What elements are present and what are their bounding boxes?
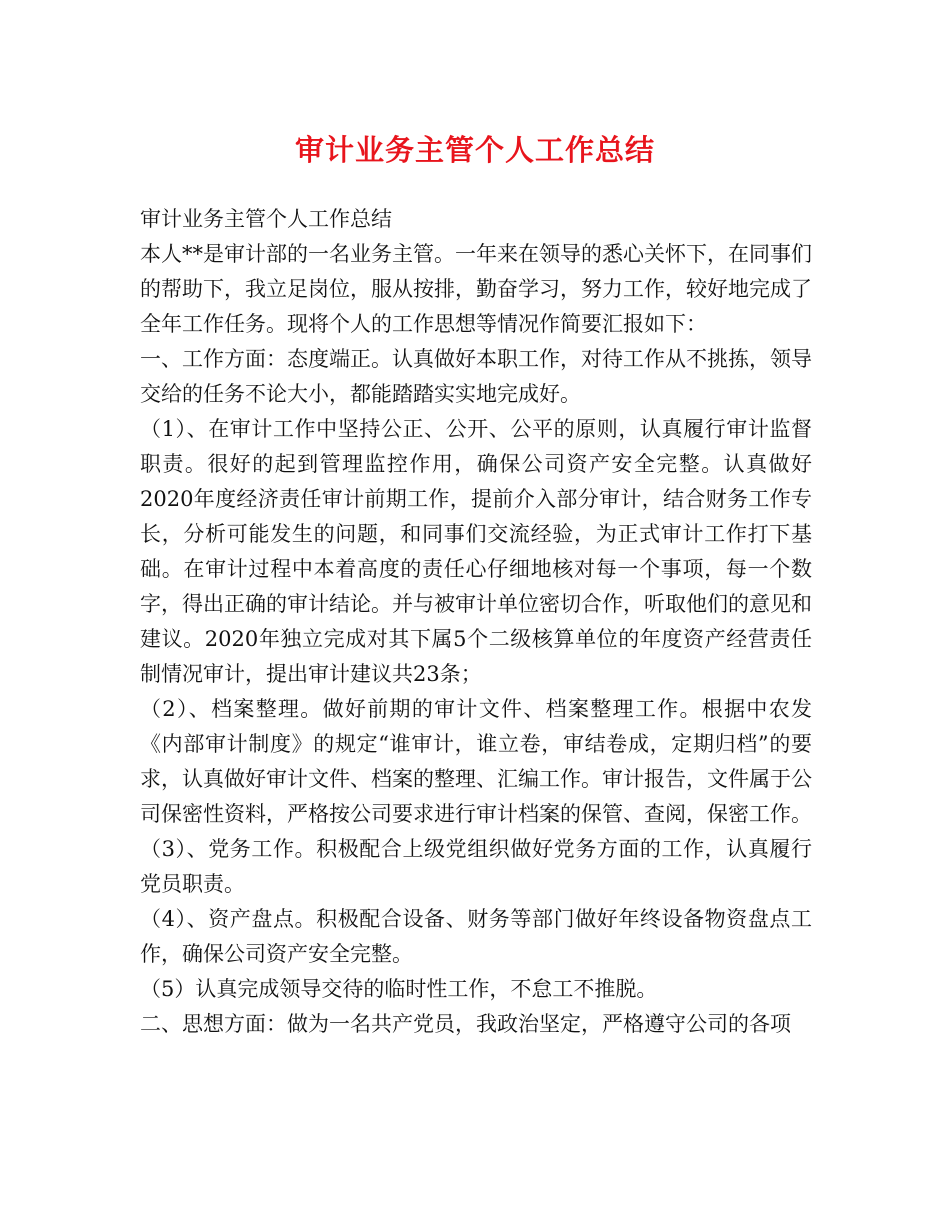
paragraph-section-work: 一、工作方面：态度端正。认真做好本职工作，对待工作从不挑拣，领导交给的任务不论大小，都能踏踏实实地完成好。 — [140, 347, 812, 406]
paragraph-intro: 本人**是审计部的一名业务主管。一年来在领导的悉心关怀下，在同事们的帮助下，我立足岗位，服从按排，勤奋学习，努力工作，较好地完成了全年工作任务。现将个人的工作思想等情况作简要汇报如下： — [140, 242, 812, 336]
paragraph-item-3: （3）、党务工作。积极配合上级党组织做好党务方面的工作，认真履行党员职责。 — [140, 837, 812, 896]
paragraph-item-1: （1）、在审计工作中坚持公正、公开、公平的原则，认真履行审计监督职责。很好的起到管理监控作用，确保公司资产安全完整。认真做好2020年度经济责任审计前期工作，提前介入部分审计，结合财务工作专长，分析可能发生的问题，和同事们交流经验，为正式审计工作打下基础。在审计过程中本着高度的责任心仔细地核对每一个事项，每一个数字，得出正确的审计结论。并与被审计单位密切合作，听取他们的意见和建议。2020年独立完成对其下属5个二级核算单位的年度资产经营责任制情况审计，提出审计建议共23条； — [140, 417, 812, 686]
paragraph-item-2: （2）、档案整理。做好前期的审计文件、档案整理工作。根据中农发《内部审计制度》的规定“谁审计，谁立卷，审结卷成，定期归档”的要求，认真做好审计文件、档案的整理、汇编工作。审计报告，文件属于公司保密性资料，严格按公司要求进行审计档案的保管、查阅，保密工作。 — [140, 697, 812, 826]
paragraph-item-4: （4）、资产盘点。积极配合设备、财务等部门做好年终设备物资盘点工作，确保公司资产安全完整。 — [140, 907, 812, 966]
paragraph-subtitle: 审计业务主管个人工作总结 — [140, 207, 392, 231]
paragraph-section-thought: 二、思想方面：做为一名共产党员，我政治坚定，严格遵守公司的各项 — [140, 1012, 791, 1036]
paragraph-item-5: （5）认真完成领导交待的临时性工作，不怠工不推脱。 — [140, 977, 658, 1001]
document-body — [140, 202, 812, 1042]
document-title: 审计业务主管个人工作总结 — [294, 133, 655, 167]
